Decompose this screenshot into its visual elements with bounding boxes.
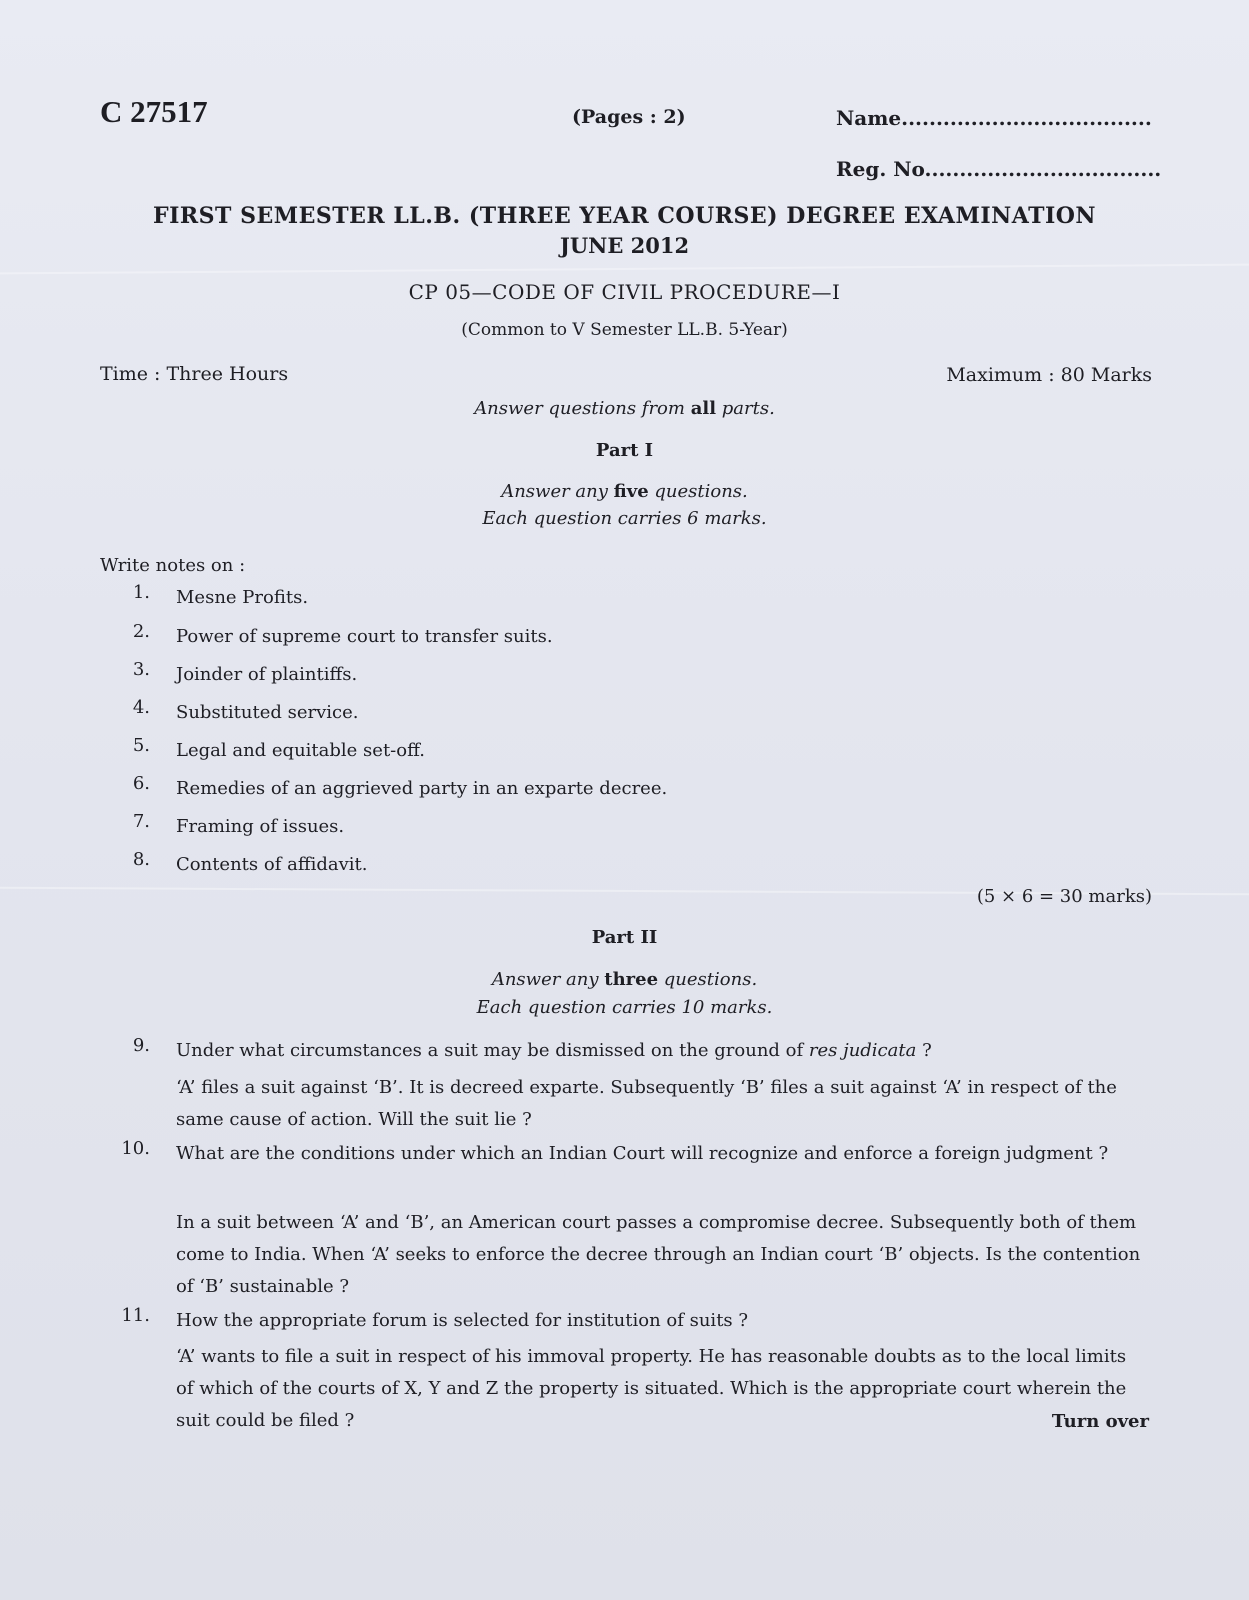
question-scenario: In a suit between ‘A’ and ‘B’, an American court passes a compromise decree. Subsequently both of them come to India. When ‘A’ seeks to enforce the decree through an Indian court ‘B’ objects. Is the contention of ‘B’ sustainable ? xyxy=(176,1212,1141,1297)
exam-session: JUNE 2012 xyxy=(559,233,690,258)
paper-crease xyxy=(0,264,1249,275)
question-scenario: ‘A’ wants to file a suit in respect of his immoval property. He has reasonable doubts as to the local limits of which of the courts of X, Y and Z the property is situated. Which is the appropriate court wherein the suit could be filed ? xyxy=(176,1346,1127,1431)
exam-paper-page: C 27517 (Pages : 2) Name.................................... Reg. No.................................. FIRST SEMESTER LL.B. (THREE YEAR COURSE) DEGREE EXAMINATION JUNE 2012 CP 05—CODE OF CIVIL PROCEDURE—I (Common to V Semester LL.B. 5-Year) Time : Three Hours Maximum : 80 Marks Answer questions from all parts. Part I Answer any five questions. Each question carries 6 marks. Write notes on : 1. Mesne Profits. 2. Power of supreme court to transfer suits. 3. Joinder of plaintiffs. 4. Substituted service. 5. Legal and equitable set-off. 6. Remedies of an aggrieved party in an exparte decree. 7. Framing of issues. 8. Contents of affidavit. (5 × 6 = 30 marks) Part II Answer any three questions. Each question carries 10 marks. 9. Under what circumstances a suit may be dismissed on the ground of res judicata ? ‘A’ files a suit against ‘B’. It is decreed exparte. Subsequently ‘B’ files a suit against ‘A’ in respect of the same cause of action. Will the suit lie ? 10. What are the conditions under which an Indian Court will recognize and enforce a foreign judgment ? In a suit between ‘A’ and ‘B’, an American court passes a compromise decree. Subsequently both of them come to India. When ‘A’ seeks to enforce the decree through an Indian court ‘B’ objects. Is the contention of ‘B’ sustainable ? 11. How the appropriate forum is selected for institution of suits ? ‘A’ wants to file a suit in respect of his immoval property. He has reasonable doubts as to the local limits of which of the courts of X, Y and Z the property is situated. Which is the appropriate court wherein the suit could be filed ? Turn over xyxy=(0,0,1249,1600)
write-notes-label: Write notes on : xyxy=(100,555,246,576)
part-1-marks-note: Each question carries 6 marks. xyxy=(482,508,767,529)
part-2-marks-note: Each question carries 10 marks. xyxy=(476,997,773,1018)
common-note: (Common to V Semester LL.B. 5-Year) xyxy=(461,320,788,340)
turn-over-note: Turn over xyxy=(1051,1411,1149,1432)
part-2-heading: Part II xyxy=(591,927,658,948)
reg-no-field: Reg. No.................................. xyxy=(836,157,1162,181)
general-instruction: Answer questions from all parts. xyxy=(474,398,775,419)
subject-title: CP 05—CODE OF CIVIL PROCEDURE—I xyxy=(408,280,841,304)
maximum-marks: Maximum : 80 Marks xyxy=(946,364,1152,386)
time-allowed: Time : Three Hours xyxy=(100,363,289,385)
part-2-instruction: Answer any three questions. xyxy=(491,969,758,990)
part-1-instruction: Answer any five questions. xyxy=(501,481,748,502)
page-count: (Pages : 2) xyxy=(572,106,686,128)
part-1-total-marks: (5 × 6 = 30 marks) xyxy=(976,886,1152,907)
paper-code: C 27517 xyxy=(100,94,208,129)
name-field: Name.................................... xyxy=(836,106,1152,130)
part-1-heading: Part I xyxy=(595,440,654,461)
exam-title: FIRST SEMESTER LL.B. (THREE YEAR COURSE) DEGREE EXAMINATION xyxy=(152,203,1097,229)
question-scenario: ‘A’ files a suit against ‘B’. It is decreed exparte. Subsequently ‘B’ files a suit against ‘A’ in respect of the same cause of action. Will the suit lie ? xyxy=(176,1077,1117,1130)
